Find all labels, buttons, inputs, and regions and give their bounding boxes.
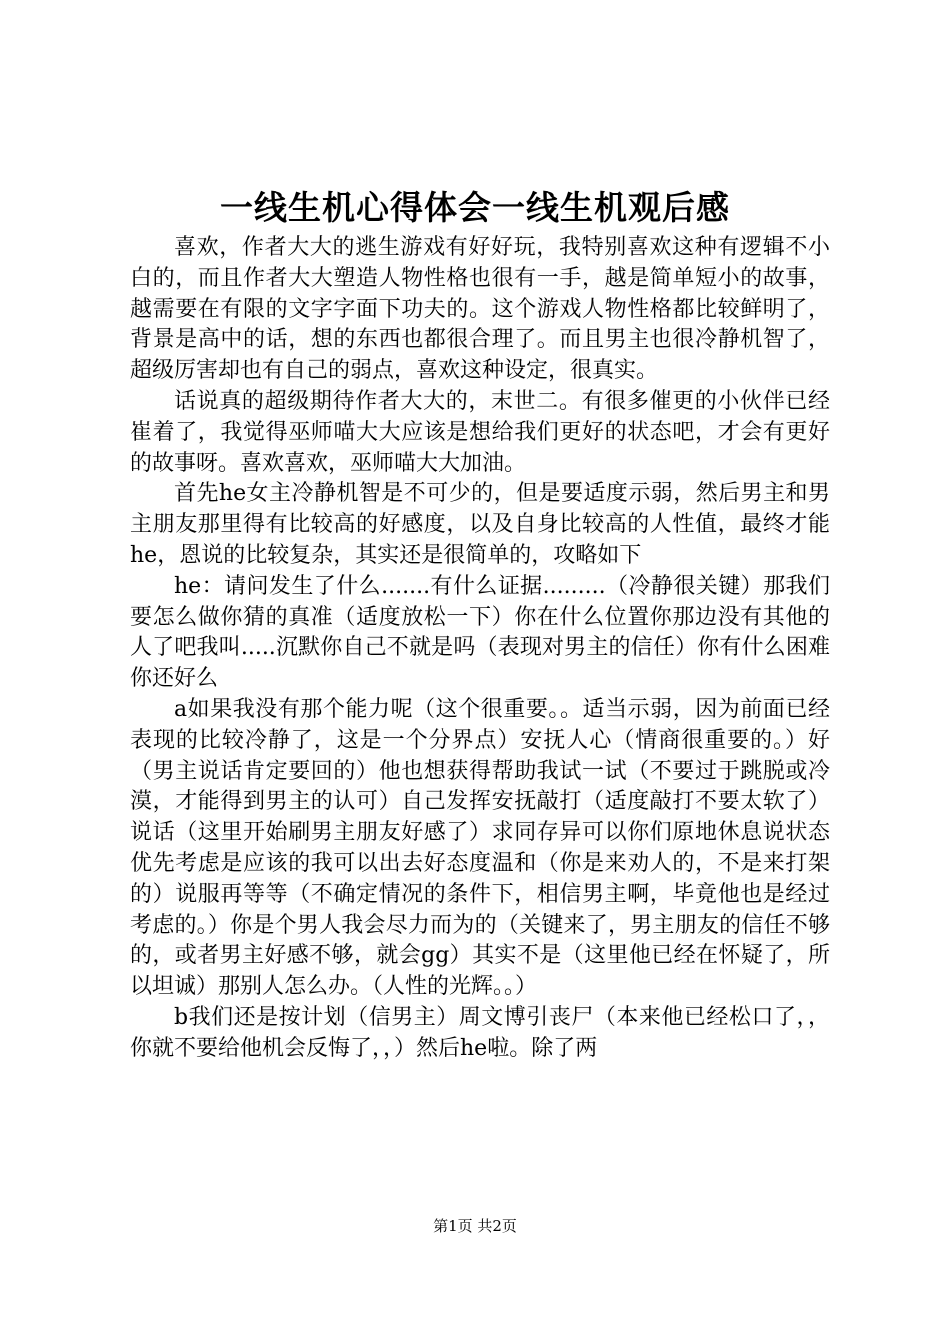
paragraph-1: 喜欢，作者大大的逃生游戏有好好玩，我特别喜欢这种有逻辑不小白的，而且作者大大塑造人物性格也很有一手，越是简单短小的故事，越需要在有限的文字字面下功夫的。这个游戏人物性格都比较鲜明了，背景是高中的话，想的东西也都很合理了。而且男主也很冷静机智了，超级厉害却也有自己的弱点，喜欢这种设定，很真实。 xyxy=(130,235,830,384)
paragraph-4: he：请问发生了什么.......有什么证据.........（冷静很关键）那我们要怎么做你猜的真准（适度放松一下）你在什么位置你那边没有其他的人了吧我叫.....沉默你自己不就是吗（表现对男主的信任）你有什么困难你还好么 xyxy=(130,573,830,692)
paragraph-3: 首先he女主冷静机智是不可少的，但是要适度示弱，然后男主和男主朋友那里得有比较高的好感度，以及自身比较高的人性值，最终才能he，恩说的比较复杂，其实还是很简单的，攻略如下 xyxy=(130,481,830,568)
document-title: 一线生机心得体会一线生机观后感 xyxy=(220,188,730,227)
document-body xyxy=(130,233,830,1065)
paragraph-6: b我们还是按计划（信男主）周文博引丧尸（本来他已经松口了，，你就不要给他机会反悔了，，）然后he啦。除了两 xyxy=(130,1004,830,1061)
paragraph-2: 话说真的超级期待作者大大的，末世二。有很多催更的小伙伴已经崔着了，我觉得巫师喵大大应该是想给我们更好的状态吧，才会有更好的故事呀。喜欢喜欢，巫师喵大大加油。 xyxy=(130,388,830,476)
paragraph-5: a如果我没有那个能力呢（这个很重要。。适当示弱，因为前面已经表现的比较冷静了，这是一个分界点）安抚人心（情商很重要的。）好（男主说话肯定要回的）他也想获得帮助我试一试（不要过于跳脱或冷漠，才能得到男主的认可）自己发挥安抚敲打（适度敲打不要太软了）说话（这里开始刷男主朋友好感了）求同存异可以你们原地休息说状态优先考虑是应该的我可以出去好态度温和（你是来劝人的，不是来打架的）说服再等等（不确定情况的条件下，相信男主啊，毕竟他也是经过考虑的。）你是个男人我会尽力而为的（关键来了，男主朋友的信任不够的，或者男主好感不够，就会gg）其实不是（这里他已经在怀疑了，所以坦诚）那别人怎么办。（人性的光辉。。） xyxy=(130,696,830,1000)
page-footer: 第1页 共2页 xyxy=(433,1217,517,1235)
